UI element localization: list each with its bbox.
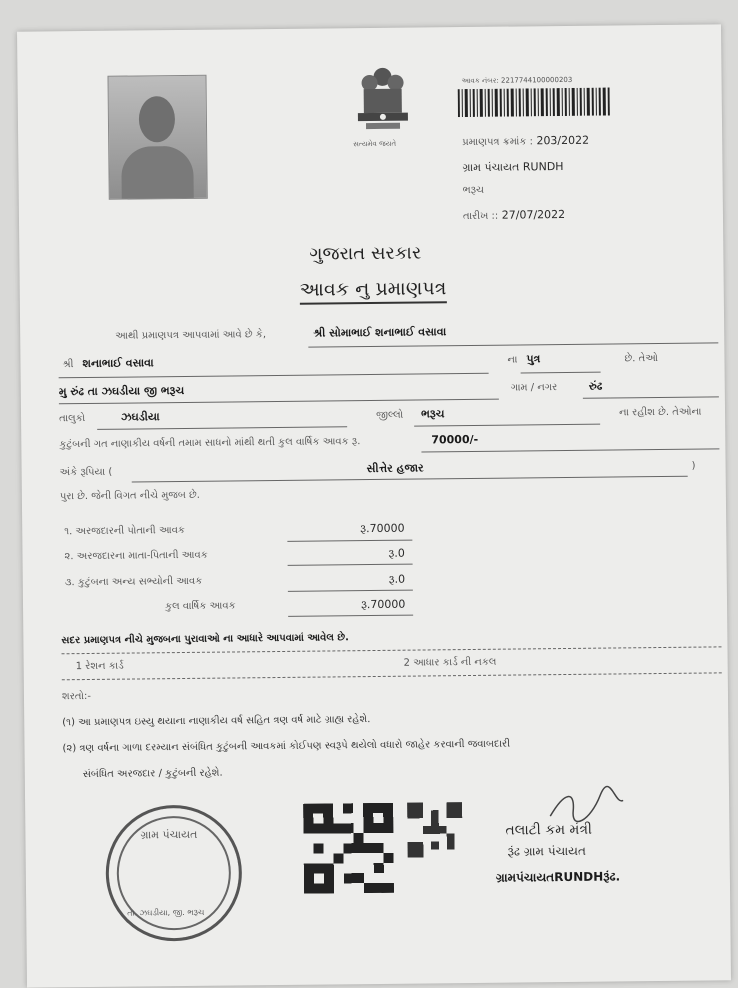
certificate-paper <box>17 24 731 987</box>
barcode-icon <box>458 88 610 118</box>
cert-no: 203/2022 <box>536 133 590 148</box>
signature-panchayat: રૂંઢ ગ્રામ પંચાયત <box>507 843 586 859</box>
district-label: જીલ્લો <box>375 409 404 421</box>
condition-1: (૧) આ પ્રમાણપત્ર ઇસ્યુ થયાના નાણાકીય વર્ષ સહિત ત્રણ વર્ષ માટે ગ્રાહ્ય રહેશે. <box>62 714 371 729</box>
national-emblem-icon <box>347 63 418 144</box>
relation-label: ના <box>507 354 518 366</box>
signature-title: તલાટી કમ મંત્રી <box>505 821 593 839</box>
detail-text: પુરા છે. જેની વિગત નીચે મુજબ છે. <box>59 489 200 503</box>
taluka-label: તાલુકો <box>59 413 86 425</box>
words-prefix: અંકે રૂપિયા ( <box>59 466 113 479</box>
taluka: ઝઘડીયા <box>120 410 160 424</box>
relation-suffix: છે. તેઓ <box>624 353 658 365</box>
income-text: કુટુંબની ગત નાણાકીય વર્ષની તમામ સાધનો માંથી થતી કુલ વાર્ષિક આવક રૂ. <box>59 436 361 451</box>
proof-item-1: 1 રેશન કાર્ડ <box>75 660 124 673</box>
government-title: ગુજરાત સરકાર <box>309 242 422 265</box>
emblem-caption: સત્યમેવ જયતે <box>353 139 397 149</box>
income-total-value: રૂ.70000 <box>360 597 406 612</box>
small-qr-code-icon <box>407 802 463 858</box>
income-row-value: રૂ.70000 <box>360 521 405 536</box>
proof-heading: સદર પ્રમાણપત્ર નીચે મુજબના પુરાવાઓ ના આધારે આપવામાં આવેલ છે. <box>61 632 349 647</box>
serial-number: આવક નંબર: 2217744100000203 <box>461 75 573 86</box>
header-taluka: ભરૂચ <box>462 184 485 197</box>
income-total-label: કુલ વાર્ષિક આવક <box>164 600 236 613</box>
date-label: તારીખ :: <box>462 210 499 223</box>
issue-date: 27/07/2022 <box>501 207 566 222</box>
proof-item-2: 2 આધાર કાર્ડ ની નકલ <box>403 656 497 669</box>
village-label: ગામ / નગર <box>510 382 558 394</box>
panchayat-stamp <box>105 804 242 941</box>
income-value: 70000/- <box>431 432 479 447</box>
signature-stamp-line: ગ્રામપંચાયતRUNDHરૂંઢ. <box>495 869 621 885</box>
stamp-bottom: તા. ઝઘડીયા, જી. ભરૂચ <box>127 907 205 918</box>
panchayat-name: ગ્રામ પંચાયત RUNDH <box>462 159 564 175</box>
father-name: શનાભાઈ વસાવા <box>82 356 154 371</box>
stamp-text: ગ્રામ પંચાયત <box>140 827 198 842</box>
cert-no-label: પ્રમાણપત્ર ક્રમાંક : <box>462 136 533 149</box>
words-suffix: ) <box>691 460 696 472</box>
income-row-label: ૨. અરજદારના માતા-પિતાની આવક <box>64 549 208 563</box>
village: રુંઢ <box>588 379 603 393</box>
income-row-value: રૂ.0 <box>388 546 405 560</box>
resident-text: ના રહીશ છે. તેઓના <box>618 406 702 419</box>
income-row-value: રૂ.0 <box>388 572 406 586</box>
address: મુ રુંઢ તા ઝઘડીયા જી ભરૂચ <box>58 383 185 399</box>
condition-2: (૨) ત્રણ વર્ષના ગાળા દરમ્યાન સંબંધિત કુટુંબની આવકમાં કોઈપણ સ્વરૂપે થયેલો વધારો જાહેર કરવાની જવાબદારી <box>62 738 511 755</box>
income-row-label: ૧. અરજદારની પોતાની આવક <box>64 524 186 538</box>
conditions-heading: શરતો:- <box>61 690 92 703</box>
qr-code-icon <box>303 803 394 894</box>
relation: પુત્ર <box>526 352 541 366</box>
father-prefix: શ્રી <box>62 359 74 371</box>
signature-icon <box>545 785 625 826</box>
certificate-title: આવક નુ પ્રમાણપત્ર <box>300 277 447 305</box>
income-words: સીત્તેર હજાર <box>366 461 424 476</box>
condition-2-cont: સંબંધિત અરજદાર / કુટુંબની રહેશે. <box>82 767 223 781</box>
applicant-name: શ્રી સોમાભાઈ શનાભાઈ વસાવા <box>313 325 447 340</box>
applicant-photo <box>107 75 207 200</box>
intro-text: આથી પ્રમાણપત્ર આપવામાં આવે છે કે, <box>115 329 267 342</box>
income-row-label: ૩. કુટુંબના અન્ય સભ્યોની આવક <box>64 575 203 589</box>
district: ભરૂચ <box>420 407 445 421</box>
